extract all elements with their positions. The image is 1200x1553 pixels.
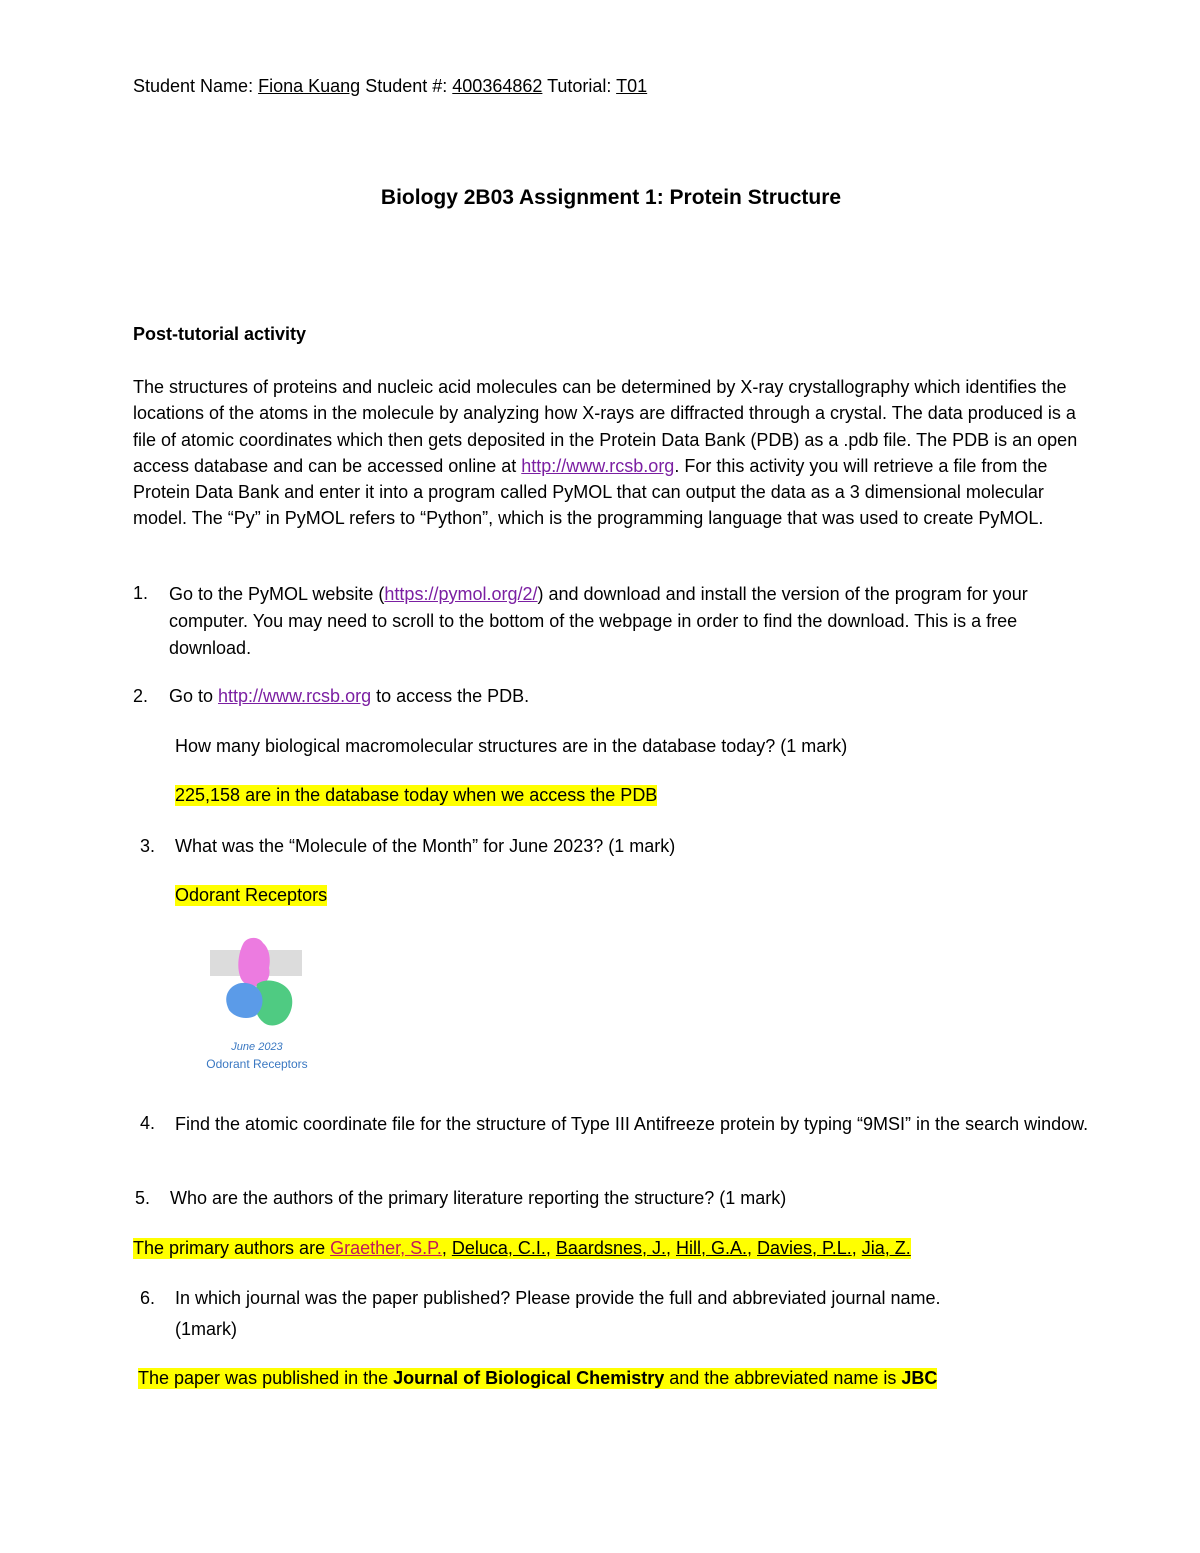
item-4-text: Find the atomic coordinate file for the structure of Type III Antifreeze protein by typing “9MSI” in the search window. — [175, 1114, 1089, 1134]
item-5-answer-prefix: The primary authors are — [133, 1238, 331, 1258]
author-link-4[interactable]: Davies, P.L. — [757, 1238, 852, 1258]
item-2-answer: 225,158 are in the database today when we access the PDB — [175, 785, 658, 805]
item-6-answer-start: The paper was published in the — [138, 1368, 394, 1388]
author-link-0[interactable]: Graether, S.P. — [330, 1238, 442, 1258]
item-2-text — [169, 686, 529, 707]
item-6-answer — [138, 1368, 937, 1389]
author-separator: , — [851, 1238, 862, 1258]
journal-abbreviation: JBC — [901, 1368, 938, 1388]
receptor-subunit-pink — [238, 938, 269, 987]
item-2-text-end: to access the PDB. — [371, 686, 530, 706]
item-2-number: 2. — [133, 686, 149, 706]
item-3-answer: Odorant Receptors — [175, 885, 328, 905]
item-1-text-start: Go to the PyMOL website ( — [169, 584, 385, 604]
item-1-number: 1. — [133, 583, 149, 603]
student-info-line — [133, 76, 647, 97]
item-6-question: In which journal was the paper published? Please provide the full and abbreviated journal name. — [175, 1288, 941, 1308]
item-2-question: How many biological macromolecular structures are in the database today? (1 mark) — [175, 736, 848, 756]
item-6-answer-middle: and the abbreviated name is — [664, 1368, 902, 1388]
student-number-label: Student #: — [365, 76, 448, 96]
intro-paragraph — [133, 374, 1093, 532]
author-separator: , — [441, 1238, 452, 1258]
item-1-text-end: ) and download and install the version of the program for your computer. You may need to scroll to the bottom of the webpage in order to find the download. This is a free download. — [169, 584, 1028, 658]
author-link-3[interactable]: Hill, G.A. — [675, 1238, 747, 1258]
pymol-link[interactable]: https://pymol.org/2/ — [384, 584, 538, 604]
item-5-number: 5. — [135, 1188, 151, 1208]
student-name-label: Student Name: — [133, 76, 254, 96]
author-separator: , — [665, 1238, 676, 1258]
student-number-value: 400364862 — [452, 76, 543, 96]
tutorial-label: Tutorial: — [547, 76, 612, 96]
rcsb-link-2[interactable]: http://www.rcsb.org — [218, 686, 372, 706]
tutorial-value: T01 — [616, 76, 648, 96]
intro-text-start: The structures of proteins and nucleic acid molecules can be determined by X-ray crystallography which identifies the locations of the atoms in the molecule by analyzing how X-rays are diffracted through a crystal. The data produced is a file of atomic coordinates which then gets deposited in the Protein Data Bank (PDB) as a .pdb file. The PDB is an open access database and can be accessed online at — [133, 377, 1078, 476]
author-separator: , — [747, 1238, 758, 1258]
odorant-receptor-illustration — [195, 930, 320, 1080]
student-name-value: Fiona Kuang — [258, 76, 361, 96]
image-caption-date: June 2023 — [231, 1041, 283, 1053]
receptor-subunit-blue — [226, 983, 262, 1018]
item-5-question: Who are the authors of the primary literature reporting the structure? (1 mark) — [170, 1188, 787, 1208]
intro-text-end: . For this activity you will retrieve a file from the Protein Data Bank and enter it into a program called PyMOL that can output the data as a 3 dimensional molecular model. The “Py” in PyMOL refers to “Python”, which is the programming language that was used to create PyMOL. — [133, 455, 1048, 529]
item-3-number: 3. — [140, 836, 156, 856]
item-6-marks: (1mark) — [175, 1319, 237, 1339]
item-5-answer — [133, 1238, 911, 1259]
rcsb-link[interactable]: http://www.rcsb.org — [521, 455, 675, 476]
item-2-text-start: Go to — [169, 686, 219, 706]
image-caption-title: Odorant Receptors — [206, 1057, 308, 1071]
author-link-1[interactable]: Deluca, C.I. — [451, 1238, 546, 1258]
molecule-of-the-month-image — [195, 930, 320, 1080]
item-4-number: 4. — [140, 1113, 156, 1133]
journal-name: Journal of Biological Chemistry — [393, 1368, 665, 1388]
author-separator: , — [545, 1238, 556, 1258]
document-title: Biology 2B03 Assignment 1: Protein Structure — [380, 186, 842, 209]
item-1-text — [169, 581, 1099, 662]
section-heading: Post-tutorial activity — [133, 324, 307, 344]
item-3-question: What was the “Molecule of the Month” for June 2023? (1 mark) — [175, 836, 676, 856]
author-link-2[interactable]: Baardsnes, J. — [555, 1238, 666, 1258]
author-link-5[interactable]: Jia, Z. — [861, 1238, 911, 1258]
item-6-number: 6. — [140, 1288, 156, 1308]
